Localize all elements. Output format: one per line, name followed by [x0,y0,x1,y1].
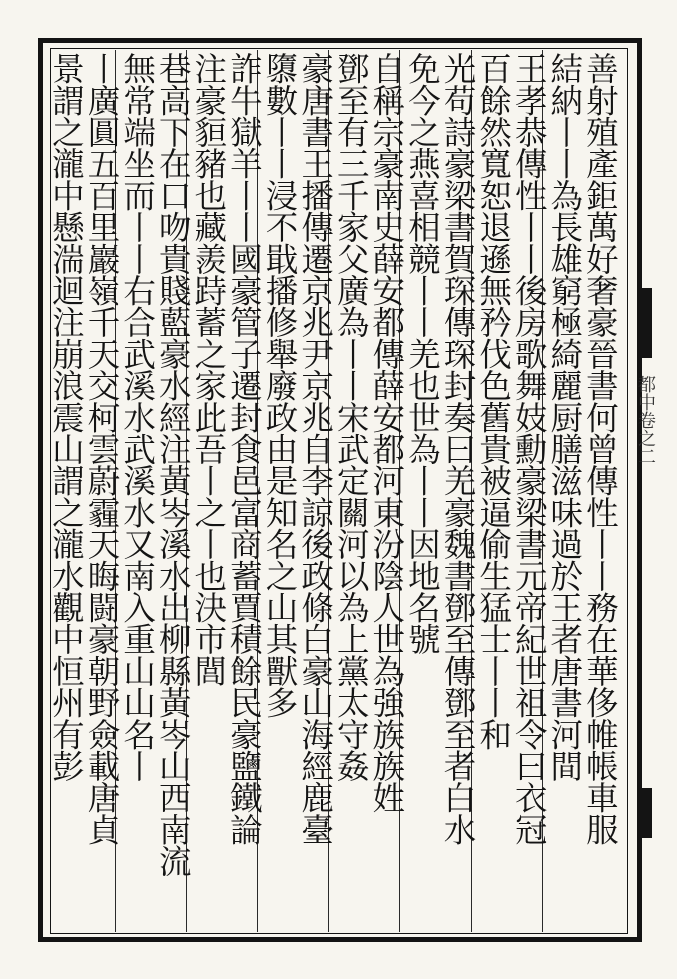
text-column: 豪唐書王播傳遷京兆尹京兆自李諒後政條白豪山海經鹿臺 [296,52,335,845]
text-column: 注豪貆豬也藏羨跱蓄之家此吾丨之丨也決市閭 [189,52,228,687]
text-column: 免今之燕喜相競丨丨羌也世為丨丨因地名號 [403,52,442,655]
text-column: 光苟詩豪梁書賀琛傳琛封奏曰羌豪魏書鄧至傳鄧至者白水 [439,52,477,845]
text-column: 景謂之瀧中懸湍迴注崩浪震山謂之瀧水觀中恒州有彭 [47,52,86,782]
text-column: 自稱宗豪南史薛安都傳薛安都河東汾陰人世為強族族姓 [367,52,406,813]
margin-block-mark [638,288,652,358]
text-column: 善射殖產鉅萬好奢豪晉書何曾傳性丨丨務在華侈帷帳車服 [581,52,620,845]
text-column: 王孝恭傳性丨丨後房歌舞妓勳豪梁書元帝紀世祖令曰衣冠 [510,52,549,845]
text-column: 無常端坐而丨丨右合武溪水武溪水又南入重山山名丨 [118,52,157,782]
page-margin [626,48,676,934]
margin-block-mark [638,788,652,838]
fold-label: 都中卷之二 [635,375,656,465]
text-column: 百餘然寬恕退遜無矜伐色舊貴被逼偷生猛士丨丨和 [474,52,513,750]
text-column: 隳數丨丨浸不戢播修舉廢政由是知名之山其獸多 [261,52,299,718]
text-column: 詐牛獄羊丨丨國豪管子遷封食邑富商蓄賈積餘民豪鹽鐵論 [225,52,264,845]
text-column: 丨廣圓五百里巖嶺千天交柯雲蔚霾天晦闘豪朝野僉載唐貞 [83,52,121,845]
text-column: 結納丨丨為長雄窮極綺麗厨膳滋味過於王者唐書河間 [545,52,584,782]
text-column: 巷高下在口吻貴賤藍豪水經注黃岑溪水出柳縣黃岑山西南流 [154,52,193,877]
text-column: 鄧至有三千家父廣為丨丨宋武定關河以為上黨太守姦 [332,52,371,782]
